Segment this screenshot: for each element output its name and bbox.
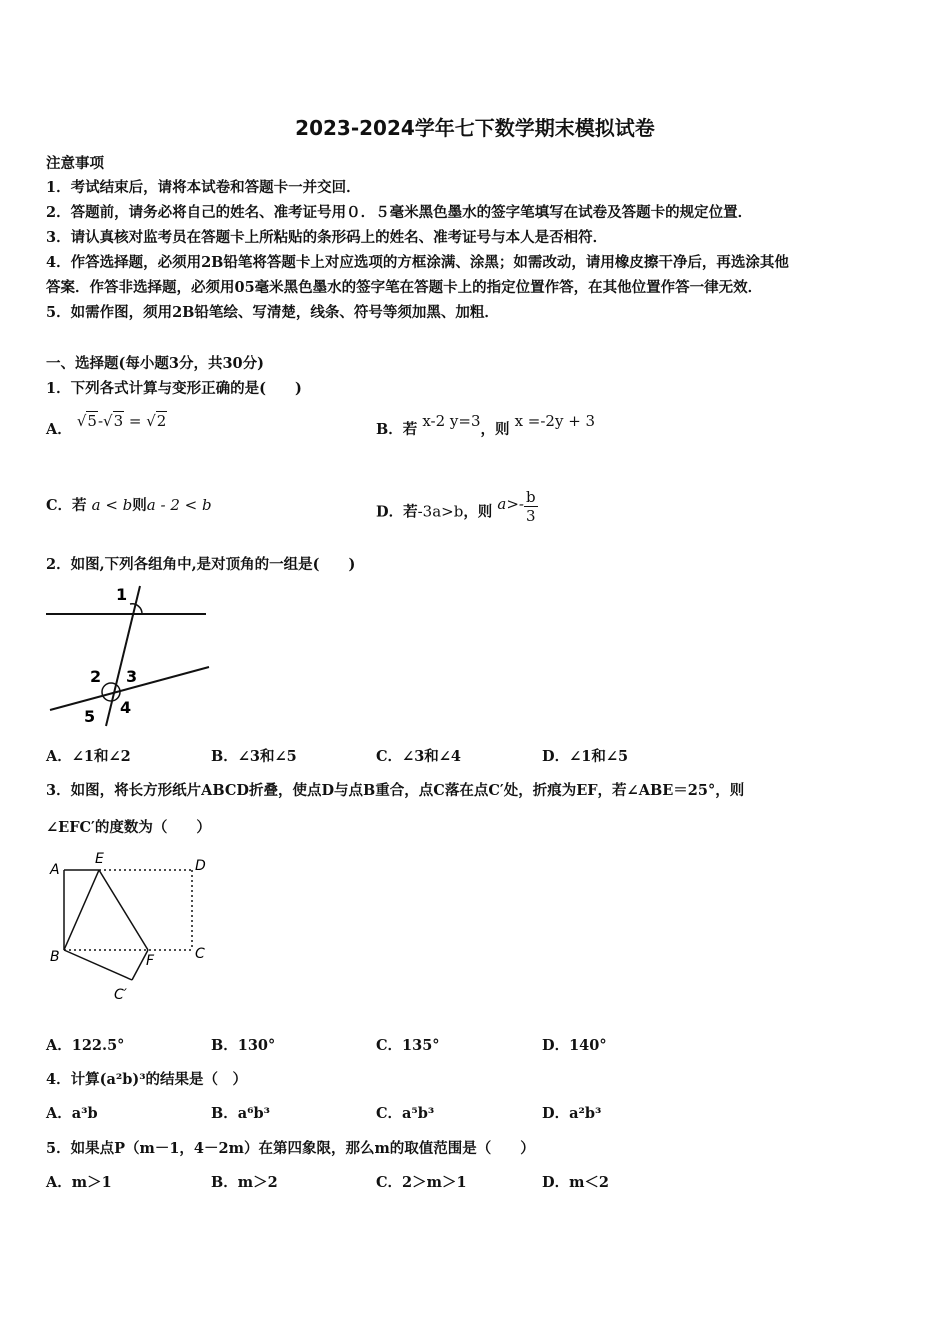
q3-option-c: C．135° (376, 1037, 440, 1054)
q4-option-c: C．a⁵b³ (376, 1105, 435, 1122)
q3-label-B: B (50, 949, 60, 965)
q3-edge-BC2 (64, 950, 132, 980)
q3-label-F: F (146, 953, 155, 969)
q5-option-a: A．m＞1 (46, 1174, 112, 1191)
q3-stem-line1: 3．如图，将长方形纸片ABCD折叠，使点D与点B重合，点C落在点C′处，折痕为EF，若∠ABE＝25°，则 (46, 782, 745, 799)
notice-heading: 注意事项 (46, 155, 104, 172)
q2-label-2: 2 (90, 667, 102, 686)
q2-label-3: 3 (126, 667, 138, 686)
q3-option-b: B．130° (211, 1037, 276, 1054)
q1-option-a (46, 412, 167, 439)
q4-option-a: A．a³b (46, 1105, 98, 1122)
q1-option-a-math: √5-√3 = √2 (76, 412, 167, 430)
q1-option-a-label: A． (46, 421, 72, 438)
q3-label-C: C (195, 946, 205, 962)
q4-option-d: D．a²b³ (542, 1105, 602, 1122)
q2-label-5: 5 (84, 707, 96, 726)
q3-label-C-prime: C′ (114, 987, 127, 1003)
q3-label-D: D (195, 858, 206, 874)
q5-stem: 5．如果点P（m－1，4－2m）在第四象限，那么m的取值范围是（ ） (46, 1140, 535, 1157)
notice-item: 4．作答选择题，必须用2B铅笔将答题卡上对应选项的方框涂满、涂黑；如需改动，请用橡皮擦干净后，再选涂其他 (46, 254, 789, 271)
q2-option-a: A．∠1和∠2 (46, 748, 131, 765)
notice-item: 3．请认真核对监考员在答题卡上所粘贴的条形码上的姓名、准考证号与本人是否相符． (46, 229, 608, 246)
q4-option-b: B．a⁶b³ (211, 1105, 270, 1122)
q5-option-c: C．2＞m＞1 (376, 1174, 467, 1191)
q2-label-4: 4 (120, 698, 132, 717)
exam-title: 2023-2024学年七下数学期末模拟试卷 (295, 116, 655, 140)
q1-stem: 1．下列各式计算与变形正确的是( ) (46, 380, 302, 397)
q5-option-b: B．m＞2 (211, 1174, 278, 1191)
q1-option-d-fraction: $\frac{b}{3}$ (525, 488, 536, 525)
q2-figure (44, 582, 214, 732)
q2-option-c: C．∠3和∠4 (376, 748, 462, 765)
q3-edge-EF (99, 870, 148, 950)
q1-option-b: B．若 x-2 y=3，则 x =-2y + 3 (376, 412, 596, 438)
q3-label-A: A (50, 862, 60, 878)
q2-option-d: D．∠1和∠5 (542, 748, 629, 765)
q3-option-a: A．122.5° (46, 1037, 125, 1054)
section-heading: 一、选择题(每小题3分，共30分) (46, 355, 264, 372)
q4-stem: 4．计算(a²b)³的结果是（ ） (46, 1071, 248, 1088)
q3-option-d: D．140° (542, 1037, 607, 1054)
notice-item: 答案．作答非选择题，必须用05毫米黑色墨水的签字笔在答题卡上的指定位置作答，在其他位置作答一律无效． (46, 279, 763, 296)
q1-option-d: D．若-3a>b，则 a>- $\frac{b}{3}$ (376, 488, 536, 525)
q2-option-b: B．∠3和∠5 (211, 748, 297, 765)
notice-list (46, 175, 906, 325)
q2-angle-arc-1 (130, 604, 142, 614)
notice-item: 5．如需作图，须用2B铅笔绘、写清楚，线条、符号等须加黑、加粗． (46, 304, 499, 321)
q3-figure (44, 846, 219, 1006)
q5-option-d: D．m＜2 (542, 1174, 610, 1191)
q1-option-c: C．若 a < b则a - 2 < b (46, 496, 212, 514)
notice-item: 1．考试结束后，请将本试卷和答题卡一并交回． (46, 179, 361, 196)
q3-label-E: E (95, 851, 104, 867)
notice-item: 2．答题前，请务必将自己的姓名、准考证号用０．５毫米黑色墨水的签字笔填写在试卷及答题卡的规定位置． (46, 204, 753, 221)
q2-stem: 2．如图,下列各组角中,是对顶角的一组是( ) (46, 556, 356, 573)
q3-stem-line2: ∠EFC′的度数为（ ） (46, 819, 211, 836)
q3-edge-BE (64, 870, 99, 950)
q2-label-1: 1 (116, 585, 128, 604)
